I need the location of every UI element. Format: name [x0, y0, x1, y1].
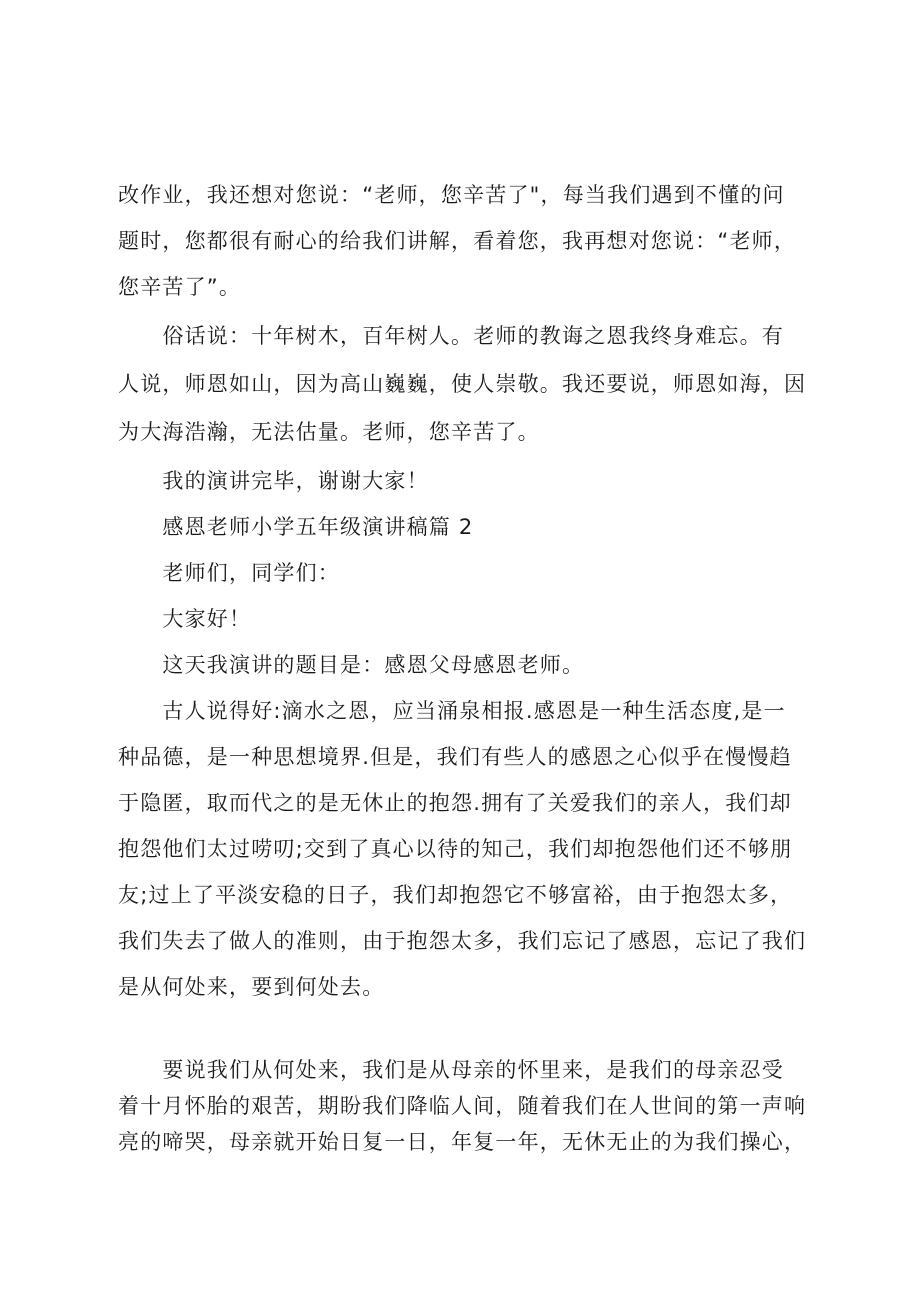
text-line: 人说，师恩如山，因为高山巍巍，使人崇敬。我还要说，师恩如海，因 — [118, 372, 807, 396]
text-line: 要说我们从何处来，我们是从母亲的怀里来，是我们的母亲忍受 — [118, 1058, 784, 1082]
text-line: 题时，您都很有耐心的给我们讲解，看着您，我再想对您说：“老师， — [118, 229, 797, 253]
speech-topic: 这天我演讲的题目是：感恩父母感恩老师。 — [118, 653, 585, 677]
text-line: 改作业，我还想对您说：“老师，您辛苦了"，每当我们遇到不懂的问 — [118, 183, 785, 207]
text-line: 于隐匿，取而代之的是无休止的抱怨.拥有了关爱我们的亲人，我们却 — [118, 791, 792, 815]
text-line: 您辛苦了”。 — [118, 275, 242, 299]
text-line: 为大海浩瀚，无法估量。老师，您辛苦了。 — [118, 420, 540, 444]
text-line: 友;过上了平淡安稳的日子，我们却抱怨它不够富裕，由于抱怨太多， — [118, 883, 793, 907]
text-line: 我们失去了做人的准则，由于抱怨太多，我们忘记了感恩，忘记了我们 — [118, 929, 807, 953]
paragraph-teacher-thanks — [118, 172, 830, 310]
section-heading: 感恩老师小学五年级演讲稿篇 2 — [118, 515, 474, 539]
text-line: 种品德，是一种思想境界.但是，我们有些人的感恩之心似乎在慢慢趋 — [118, 745, 792, 769]
section-speech-2 — [118, 458, 830, 1010]
text-line: 亮的啼哭，母亲就开始日复一日，年复一年，无休无止的为我们操心， — [118, 1130, 807, 1154]
greeting: 大家好！ — [118, 607, 252, 631]
paragraph-proverb — [118, 312, 830, 456]
text-line: 是从何处来，要到何处去。 — [118, 975, 385, 999]
text-line: 俗话说：十年树木，百年树人。老师的教诲之恩我终身难忘。有 — [118, 324, 784, 348]
text-line: 抱怨他们太过唠叨;交到了真心以待的知己，我们却抱怨他们还不够朋 — [118, 837, 793, 861]
paragraph-mother — [118, 1052, 830, 1160]
text-line: 着十月怀胎的艰苦，期盼我们降临人间，随着我们在人世间的第一声响 — [118, 1094, 807, 1118]
text-line: 古人说得好:滴水之恩，应当涌泉相报.感恩是一种生活态度,是一 — [118, 699, 786, 723]
closing-line: 我的演讲完毕，谢谢大家！ — [118, 469, 429, 493]
salutation: 老师们，同学们： — [118, 561, 340, 585]
